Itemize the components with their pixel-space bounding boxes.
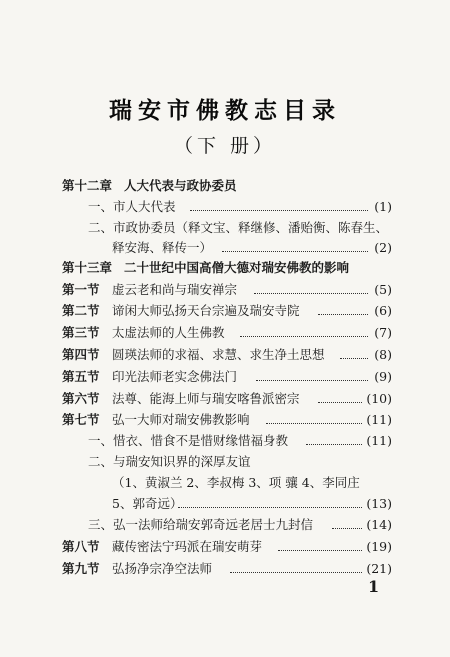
page-title: 瑞安市佛教志目录 — [109, 97, 341, 124]
section-number: 第四节 — [62, 347, 100, 362]
dot-leader — [278, 550, 362, 551]
toc-entry — [0, 197, 450, 217]
dot-leader — [254, 293, 368, 294]
toc-section — [0, 323, 450, 343]
toc-section — [0, 280, 450, 300]
entry-label: 一、惜衣、惜食不是惜财缘惜福身教 — [88, 433, 289, 448]
section-number: 第一节 — [62, 282, 100, 297]
toc-entry — [0, 515, 450, 535]
section-number: 第七节 — [62, 412, 100, 427]
section-label: 印光法师老实念佛法门 — [112, 369, 238, 384]
dot-leader — [190, 210, 368, 211]
chapter-title: 二十世纪中国高僧大德对瑞安佛教的影响 — [124, 260, 350, 275]
toc-section — [0, 301, 450, 321]
entry-page: (14) — [366, 517, 392, 532]
dot-leader — [340, 358, 368, 359]
section-number: 第二节 — [62, 303, 100, 318]
dot-leader — [222, 251, 368, 252]
section-page: (21) — [366, 561, 392, 576]
toc-section — [0, 537, 450, 557]
dot-leader — [178, 507, 362, 508]
toc-entry — [0, 431, 450, 451]
entry-label-cont: 释安海、释传一） — [112, 240, 213, 255]
section-page: (10) — [366, 391, 392, 406]
dot-leader — [256, 380, 368, 381]
section-page: (7) — [374, 325, 392, 340]
section-number: 第九节 — [62, 561, 100, 576]
volume-subtitle: （下 册） — [173, 135, 277, 157]
chapter-number: 第十二章 — [62, 178, 113, 193]
section-label: 谛闲大师弘扬天台宗遍及瑞安寺院 — [112, 303, 300, 318]
dot-leader — [306, 444, 362, 445]
toc-entry-continuation — [0, 473, 450, 493]
toc-section — [0, 345, 450, 365]
section-label: 藏传密法宁玛派在瑞安萌芽 — [112, 539, 263, 554]
chapter-heading — [0, 176, 450, 196]
dot-leader — [318, 314, 368, 315]
entry-label: 二、与瑞安知识界的深厚友谊 — [88, 454, 251, 469]
entry-page: (2) — [374, 240, 392, 255]
entry-label: 一、市人大代表 — [88, 199, 176, 214]
section-label: 太虚法师的人生佛教 — [112, 325, 225, 340]
section-label: 圆瑛法师的求福、求慧、求生净土思想 — [112, 347, 325, 362]
chapter-heading — [0, 258, 450, 278]
section-label: 法尊、能海上师与瑞安喀鲁派密宗 — [112, 391, 300, 406]
section-page: (19) — [366, 539, 392, 554]
entry-page: (1) — [374, 199, 392, 214]
section-number: 第三节 — [62, 325, 100, 340]
dot-leader — [332, 528, 362, 529]
section-page: (9) — [374, 369, 392, 384]
section-page: (5) — [374, 282, 392, 297]
toc-section — [0, 559, 450, 579]
entry-label-cont: （1、黄淑兰 2、李叔梅 3、项 骧 4、李同庄 — [112, 475, 360, 490]
section-page: (11) — [366, 412, 392, 427]
page-number: 1 — [368, 577, 380, 596]
entry-page: (11) — [366, 433, 392, 448]
entry-label-cont: 5、郭奇远） — [112, 496, 183, 511]
section-label: 弘一大师对瑞安佛教影响 — [112, 412, 250, 427]
toc-entry-continuation — [0, 238, 450, 258]
chapter-number: 第十三章 — [62, 260, 113, 275]
section-page: (8) — [374, 347, 392, 362]
dot-leader — [230, 572, 362, 573]
chapter-title: 人大代表与政协委员 — [124, 178, 237, 193]
toc-section — [0, 410, 450, 430]
toc-entry — [0, 218, 450, 238]
section-number: 第五节 — [62, 369, 100, 384]
section-number: 第八节 — [62, 539, 100, 554]
toc-entry — [0, 452, 450, 472]
section-label: 弘扬净宗净空法师 — [112, 561, 213, 576]
toc-entry-continuation — [0, 494, 450, 514]
dot-leader — [318, 402, 362, 403]
entry-label: 二、市政协委员（释文宝、释继修、潘贻衡、陈春生、 — [88, 220, 389, 235]
entry-label: 三、弘一法师给瑞安郭奇远老居士九封信 — [88, 517, 314, 532]
toc-section — [0, 367, 450, 387]
section-label: 虚云老和尚与瑞安禅宗 — [112, 282, 238, 297]
toc-section — [0, 389, 450, 409]
section-page: (6) — [374, 303, 392, 318]
entry-page: (13) — [366, 496, 392, 511]
dot-leader — [240, 336, 368, 337]
dot-leader — [266, 423, 362, 424]
section-number: 第六节 — [62, 391, 100, 406]
